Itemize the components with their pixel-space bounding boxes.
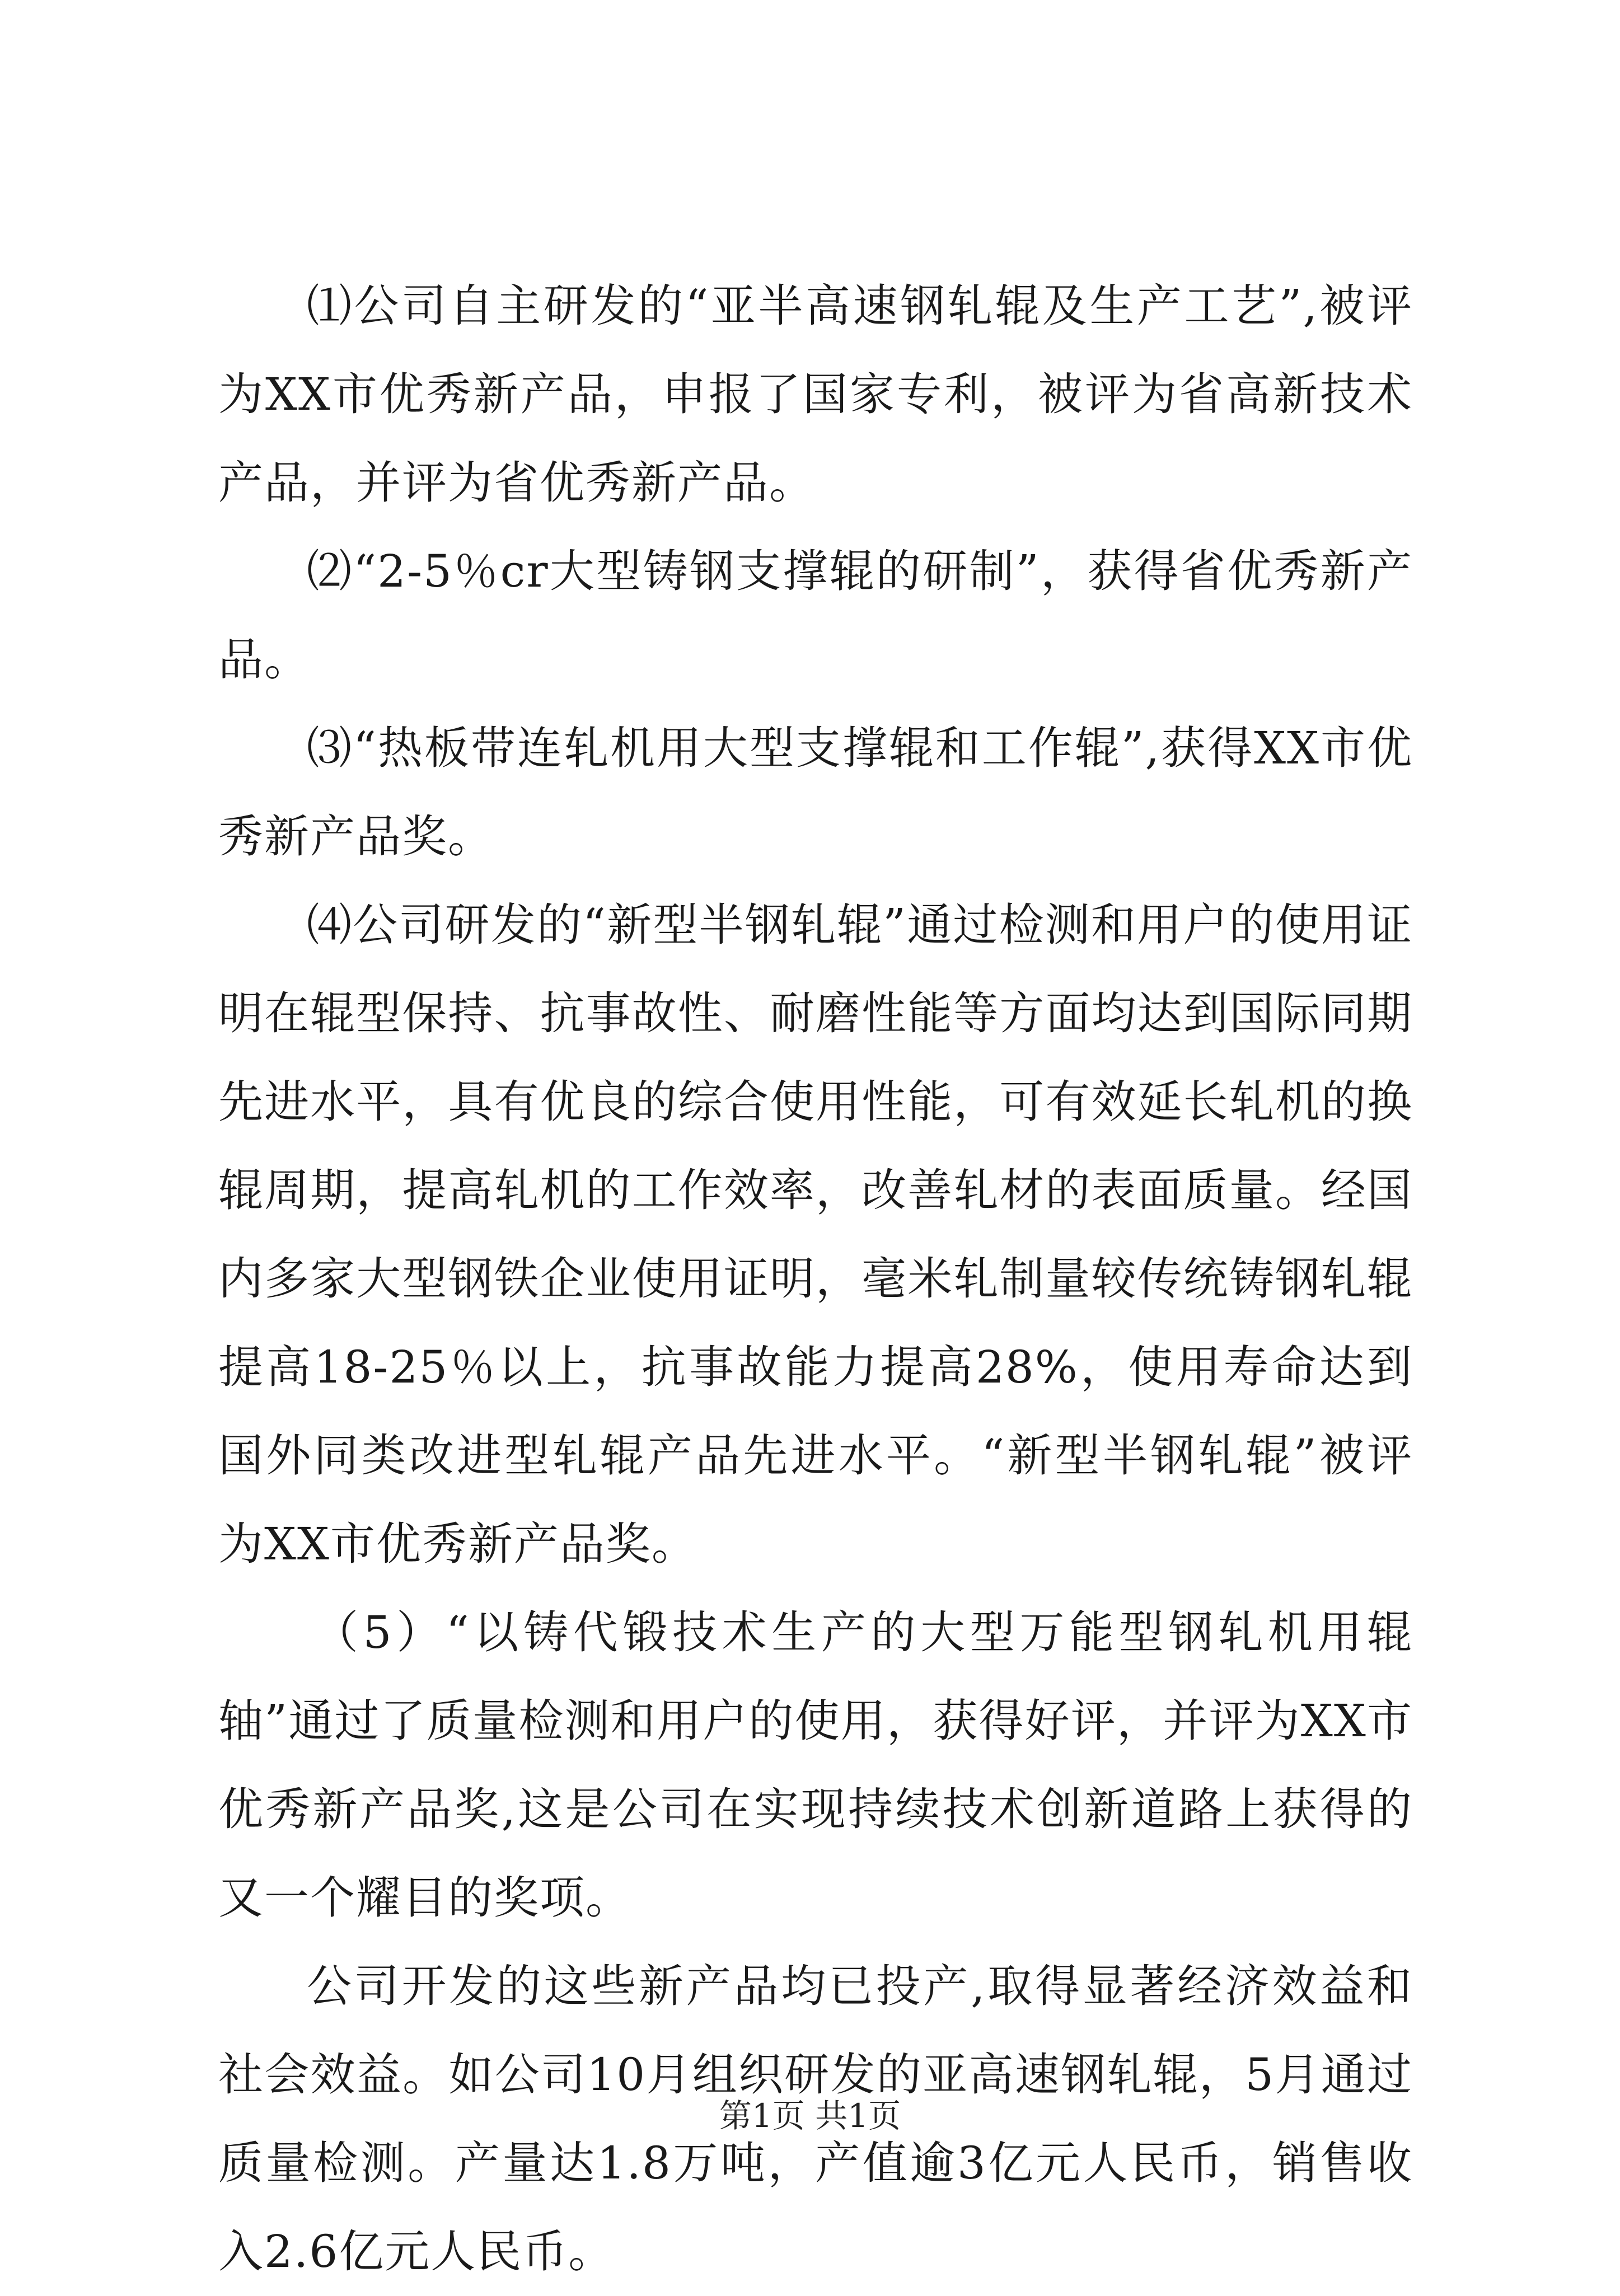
paragraph-1: ⑴公司自主研发的“亚半高速钢轧辊及生产工艺”,被评为XX市优秀新产品，申报了国家专利，被评为省高新技术产品，并评为省优秀新产品。: [218, 280, 1413, 509]
page-footer: 第1页 共1页: [719, 2097, 901, 2135]
paragraph-6: 公司开发的这些新产品均已投产,取得显著经济效益和社会效益。如公司10月组织研发的亚高速钢轧辊，5月通过质量检测。产量达1.8万吨，产值逾3亿元人民币，销售收入2.6亿元人民币。: [218, 1960, 1413, 2278]
paragraph-3: ⑶“热板带连轧机用大型支撑辊和工作辊”,获得XX市优秀新产品奖。: [218, 722, 1413, 863]
document-body: [218, 262, 1413, 2296]
paragraph-5: （5）“以铸代锻技术生产的大型万能型钢轧机用辊轴”通过了质量检测和用户的使用，获得好评，并评为XX市优秀新产品奖,这是公司在实现持续技术创新道路上获得的又一个耀目的奖项。: [218, 1606, 1413, 1924]
paragraph-2: ⑵“2-5％cr大型铸钢支撑辊的研制”，获得省优秀新产品。: [218, 545, 1413, 686]
paragraph-4: ⑷公司研发的“新型半钢轧辊”通过检测和用户的使用证明在辊型保持、抗事故性、耐磨性能等方面均达到国际同期先进水平，具有优良的综合使用性能，可有效延长轧机的换辊周期，提高轧机的工作效率，改善轧材的表面质量。经国内多家大型钢铁企业使用证明，毫米轧制量较传统铸钢轧辊提高18-25％以上，抗事故能力提高28%，使用寿命达到国外同类改进型轧辊产品先进水平。“新型半钢轧辊”被评为XX市优秀新产品奖。: [218, 899, 1413, 1570]
